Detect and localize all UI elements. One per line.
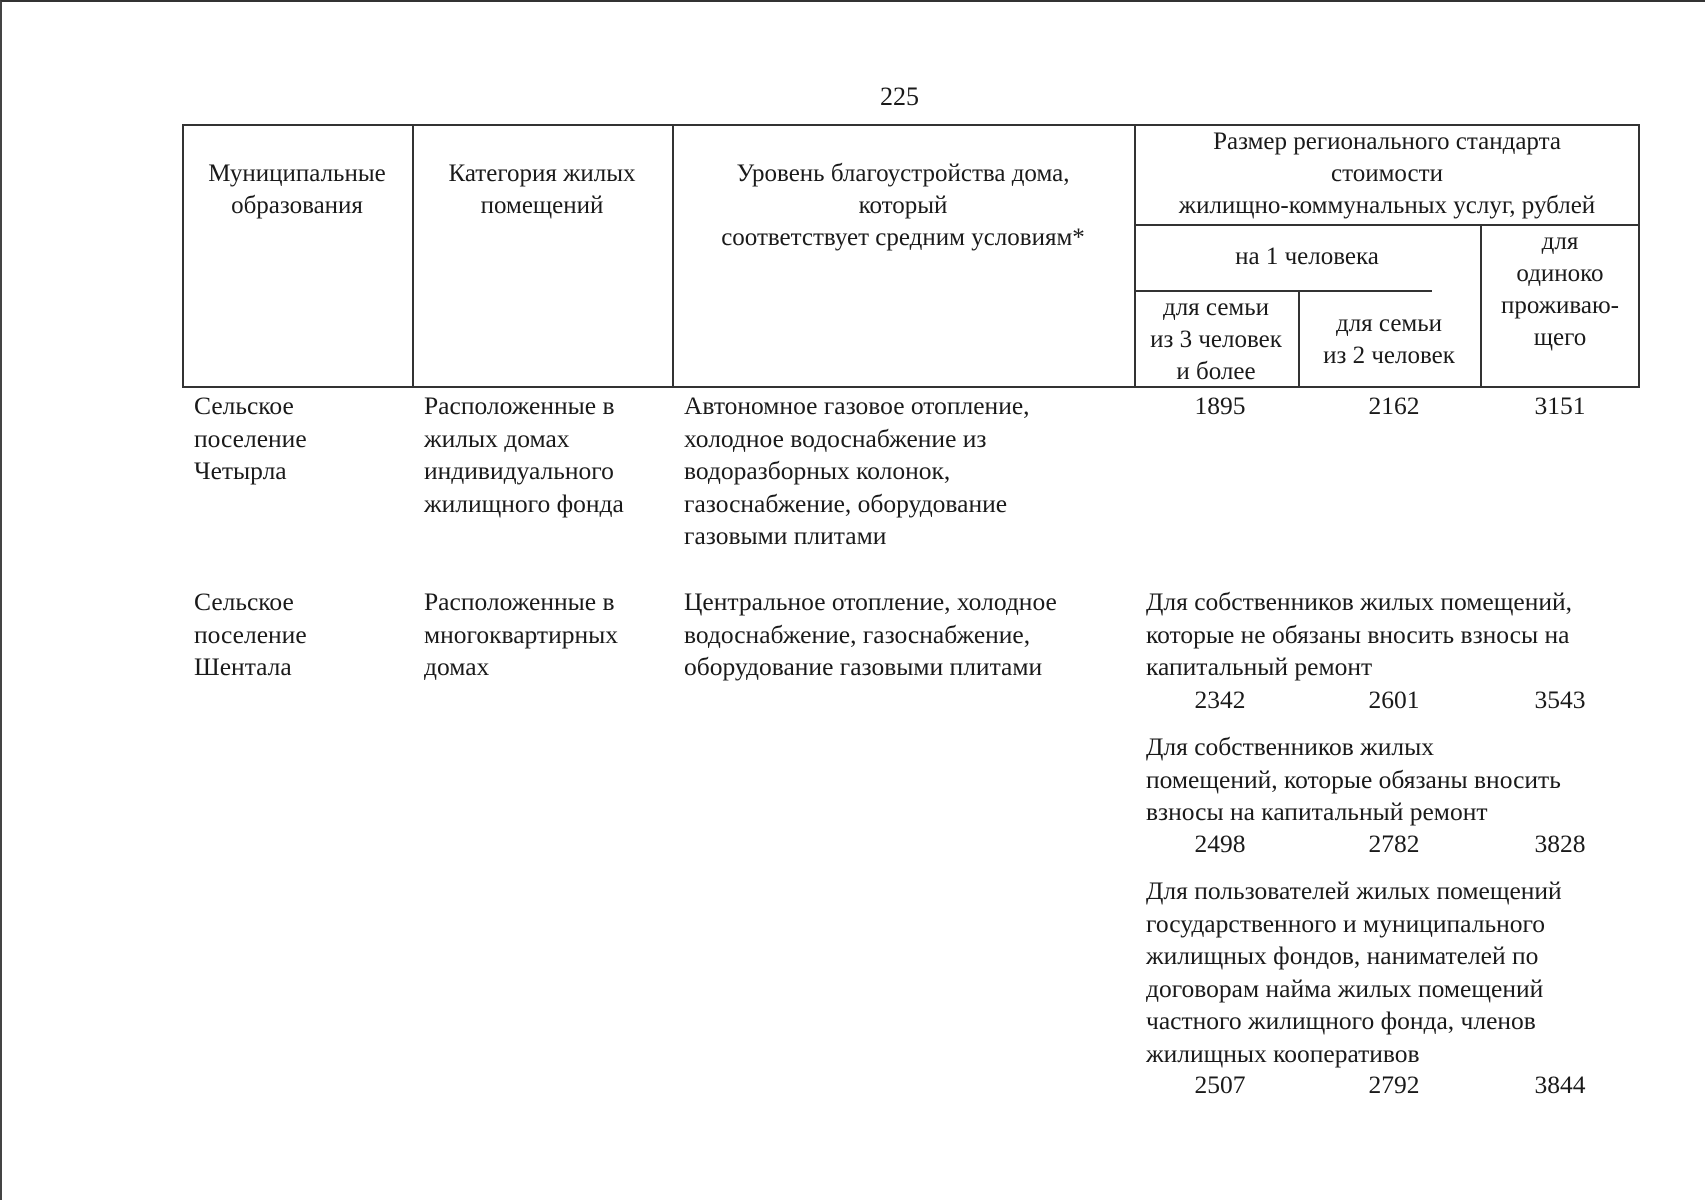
row2-group3-family3: 2507 xyxy=(1194,1070,1246,1099)
header-family2: для семьи из 2 человек xyxy=(1323,310,1455,369)
header-standard: Размер регионального стандарта стоимости жилищно-коммунальных услуг, рублей xyxy=(1178,128,1596,219)
row1-value-family3: 1895 xyxy=(1194,391,1246,420)
row2-group2-family2: 2782 xyxy=(1368,829,1420,858)
row2-group1-family3: 2342 xyxy=(1194,685,1246,714)
header-family3: для семьи из 3 человек и более xyxy=(1150,294,1282,385)
row2-group1-label: Для собственников жилых помещений, которые не обязаны вносить взносы на капитальный ремонт xyxy=(1146,587,1573,681)
row2-group3-family2: 2792 xyxy=(1368,1070,1420,1099)
row2-group2-label: Для собственников жилых помещений, которые обязаны вносить взносы на капитальный ремонт xyxy=(1146,732,1561,826)
row2-level: Центральное отопление, холодное водоснабжение, газоснабжение, оборудование газовыми плитами xyxy=(684,587,1057,681)
row2-group3-single: 3844 xyxy=(1534,1070,1586,1099)
header-category: Категория жилых помещений xyxy=(448,160,636,219)
header-per-person: на 1 человека xyxy=(1235,243,1379,270)
page-number: 225 xyxy=(880,82,919,111)
row1-value-family2: 2162 xyxy=(1368,391,1420,420)
row2-group1-single: 3543 xyxy=(1534,685,1586,714)
row2-group2-family3: 2498 xyxy=(1194,829,1246,858)
row1-level: Автономное газовое отопление, холодное водоснабжение из водоразборных колонок, газоснабжение, оборудование газовыми плитами xyxy=(684,391,1030,550)
row2-group3-label: Для пользователей жилых помещений государственного и муниципального жилищных фондов, нанимателей по договорам найма жилых помещений частного жилищного фонда, членов жилищных кооперативов xyxy=(1146,876,1562,1068)
row2-category: Расположенные в многоквартирных домах xyxy=(424,587,619,681)
header-single: для одиноко проживаю- щего xyxy=(1501,228,1619,351)
row1-municipality: Сельское поселение Четырла xyxy=(194,391,307,485)
header-level: Уровень благоустройства дома, который соответствует средним условиям* xyxy=(721,160,1085,251)
row2-group1-family2: 2601 xyxy=(1368,685,1420,714)
header-municipality: Муниципальные образования xyxy=(208,160,386,219)
row1-category: Расположенные в жилых домах индивидуального жилищного фонда xyxy=(424,391,624,518)
row2-group2-single: 3828 xyxy=(1534,829,1586,858)
row2-municipality: Сельское поселение Шентала xyxy=(194,587,307,681)
row1-value-single: 3151 xyxy=(1534,391,1586,420)
table-header xyxy=(182,124,1640,388)
